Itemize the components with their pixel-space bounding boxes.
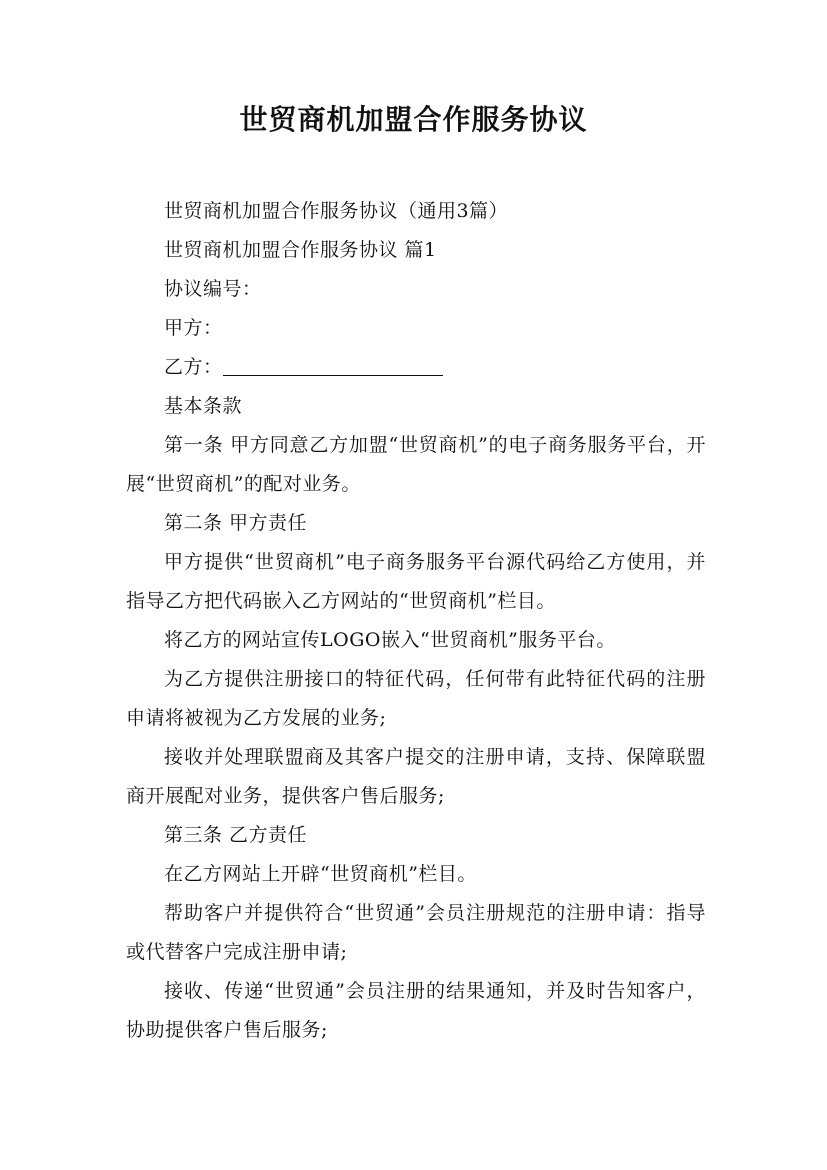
article-2-paragraph-3: 为乙方提供注册接口的特征代码，任何带有此特征代码的注册申请将被视为乙方发展的业务; [126, 668, 706, 729]
agreement-number-label: 协议编号： [164, 278, 262, 300]
party-b-blank [223, 355, 443, 376]
article-2-paragraph-4: 接收并处理联盟商及其客户提交的注册申请，支持、保障联盟商开展配对业务，提供客户售后服务; [126, 746, 706, 807]
party-b-label: 乙方： [164, 356, 223, 378]
document-title: 世贸商机加盟合作服务协议 [239, 103, 588, 136]
article-3-heading: 第三条 乙方责任 [164, 824, 308, 846]
article-2-heading: 第二条 甲方责任 [164, 512, 308, 534]
document-body [126, 192, 706, 1050]
article-3-paragraph-1: 在乙方网站上开辟“世贸商机”栏目。 [164, 863, 477, 885]
article-3-paragraph-2: 帮助客户并提供符合“世贸通”会员注册规范的注册申请：指导或代替客户完成注册申请; [126, 902, 706, 963]
article-3-paragraph-3: 接收、传递“世贸通”会员注册的结果通知，并及时告知客户，协助提供客户售后服务; [126, 980, 706, 1041]
article-2-paragraph-1: 甲方提供“世贸商机”电子商务服务平台源代码给乙方使用，并指导乙方把代码嵌入乙方网站的“世贸商机”栏目。 [126, 551, 706, 612]
article-2-paragraph-2: 将乙方的网站宣传LOGO嵌入“世贸商机”服务平台。 [164, 629, 616, 651]
subtitle-paragraph: 世贸商机加盟合作服务协议（通用3篇） [164, 200, 509, 222]
section-heading: 世贸商机加盟合作服务协议 篇1 [164, 239, 437, 261]
article-1-paragraph: 第一条 甲方同意乙方加盟“世贸商机”的电子商务服务平台，开展“世贸商机”的配对业务。 [126, 434, 706, 495]
party-a-label: 甲方： [164, 317, 223, 339]
party-b-line [126, 348, 706, 387]
basic-terms-heading: 基本条款 [164, 395, 243, 417]
